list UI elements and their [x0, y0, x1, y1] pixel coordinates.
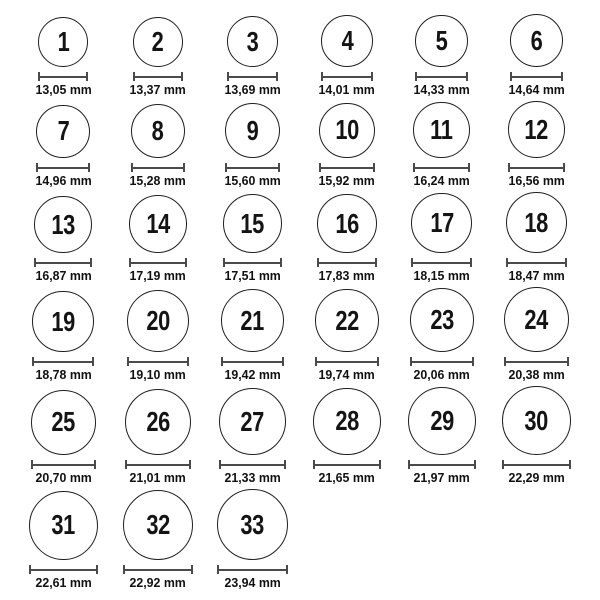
ring-size-number: 10	[335, 114, 359, 146]
ring-cell	[205, 194, 300, 283]
ring-circle	[506, 192, 567, 253]
diameter-dimension-line	[129, 258, 187, 267]
ring-cell	[394, 102, 489, 189]
ring-size-number: 27	[240, 405, 265, 437]
diameter-dimension-line	[34, 258, 92, 267]
ring-cell	[16, 105, 111, 189]
ring-size-number: 30	[524, 404, 549, 436]
ring-size-number: 32	[146, 508, 170, 540]
diameter-label: 15,92 mm	[318, 173, 376, 189]
ring-size-number: 1	[57, 26, 70, 58]
diameter-label: 14,33 mm	[413, 82, 470, 98]
diameter-label: 21,97 mm	[413, 470, 470, 486]
diameter-label: 14,96 mm	[35, 173, 92, 189]
ring-circle	[36, 105, 90, 159]
ring-size-number: 4	[341, 25, 353, 57]
ring-cell	[394, 15, 489, 98]
chart-row	[16, 192, 584, 283]
chart-row	[16, 386, 584, 485]
ring-circle	[219, 388, 286, 455]
ring-circle	[225, 103, 280, 158]
diameter-label: 22,29 mm	[508, 470, 565, 486]
diameter-label: 20,70 mm	[35, 470, 92, 486]
ring-cell	[111, 17, 206, 98]
chart-row	[16, 101, 584, 188]
ring-circle	[129, 195, 187, 253]
ring-cell	[300, 15, 395, 97]
ring-circle	[411, 193, 471, 253]
ring-circle	[127, 290, 189, 352]
diameter-dimension-line	[127, 357, 189, 366]
diameter-dimension-line	[317, 258, 377, 267]
diameter-dimension-line	[321, 72, 373, 81]
chart-row	[16, 489, 584, 590]
ring-size-number: 8	[152, 115, 164, 147]
diameter-dimension-line	[504, 357, 569, 366]
ring-cell	[300, 388, 395, 486]
diameter-dimension-line	[223, 258, 282, 267]
ring-size-number: 15	[240, 207, 265, 239]
ring-circle	[415, 15, 468, 68]
ring-circle	[315, 289, 379, 353]
ring-circle	[227, 16, 278, 67]
ring-cell	[111, 490, 206, 590]
diameter-dimension-line	[410, 357, 474, 366]
ring-size-number: 31	[51, 509, 76, 541]
diameter-label: 22,92 mm	[129, 575, 187, 591]
ring-size-number: 28	[335, 405, 359, 437]
diameter-label: 19,42 mm	[224, 367, 281, 383]
ring-circle	[504, 287, 569, 352]
ring-circle	[29, 491, 99, 561]
diameter-dimension-line	[29, 565, 99, 574]
diameter-label: 17,19 mm	[129, 268, 187, 284]
diameter-dimension-line	[413, 163, 470, 172]
ring-circle	[408, 387, 476, 455]
diameter-dimension-line	[36, 163, 90, 172]
ring-size-number: 25	[51, 406, 76, 438]
diameter-label: 19,10 mm	[129, 367, 187, 383]
ring-circle	[510, 14, 563, 67]
diameter-dimension-line	[219, 460, 286, 469]
diameter-label: 20,06 mm	[413, 367, 470, 383]
ring-size-number: 33	[240, 508, 265, 540]
ring-cell	[394, 288, 489, 382]
ring-cell	[205, 16, 300, 97]
diameter-label: 22,61 mm	[35, 575, 92, 591]
ring-cell	[489, 101, 584, 188]
ring-cell	[394, 387, 489, 485]
ring-size-number: 23	[429, 304, 454, 336]
ring-cell	[205, 489, 300, 590]
ring-cell	[300, 289, 395, 383]
ring-circle	[319, 103, 375, 159]
chart-row	[16, 287, 584, 382]
diameter-label: 19,74 mm	[318, 367, 376, 383]
diameter-label: 20,38 mm	[508, 367, 565, 383]
ring-circle	[221, 289, 284, 352]
ring-cell	[16, 390, 111, 486]
diameter-label: 16,24 mm	[413, 173, 470, 189]
diameter-label: 21,01 mm	[129, 470, 187, 486]
ring-size-number: 14	[146, 208, 170, 240]
diameter-dimension-line	[313, 460, 381, 469]
ring-size-number: 20	[146, 305, 170, 337]
ring-size-number: 11	[430, 114, 453, 146]
ring-cell	[111, 104, 206, 189]
ring-size-number: 17	[429, 207, 454, 239]
ring-circle	[410, 288, 474, 352]
diameter-label: 16,56 mm	[508, 173, 565, 189]
ring-size-number: 2	[152, 25, 164, 57]
diameter-dimension-line	[125, 460, 191, 469]
ring-size-number: 18	[524, 206, 549, 238]
ring-cell	[394, 193, 489, 283]
ring-size-number: 21	[240, 304, 265, 336]
ring-size-number: 13	[51, 208, 76, 240]
diameter-label: 18,47 mm	[508, 268, 565, 284]
diameter-dimension-line	[131, 163, 186, 172]
diameter-label: 17,51 mm	[224, 268, 281, 284]
ring-size-number: 22	[335, 304, 359, 336]
diameter-dimension-line	[217, 565, 288, 574]
diameter-dimension-line	[408, 460, 476, 469]
ring-cell	[16, 291, 111, 383]
ring-circle	[34, 196, 92, 254]
ring-cell	[300, 103, 395, 189]
diameter-label: 21,33 mm	[224, 470, 281, 486]
diameter-label: 17,83 mm	[318, 268, 376, 284]
ring-size-number: 16	[335, 207, 359, 239]
ring-cell	[489, 386, 584, 485]
diameter-label: 18,78 mm	[35, 367, 92, 383]
ring-circle	[317, 194, 377, 254]
ring-circle	[31, 390, 97, 456]
chart-row	[16, 14, 584, 97]
ring-circle	[508, 101, 565, 158]
diameter-dimension-line	[31, 460, 97, 469]
ring-size-number: 3	[246, 25, 259, 57]
ring-cell	[111, 389, 206, 485]
diameter-label: 13,37 mm	[129, 82, 187, 98]
ring-cell	[205, 103, 300, 188]
ring-circle	[413, 102, 470, 159]
ring-size-number: 29	[429, 405, 454, 437]
diameter-label: 13,69 mm	[224, 82, 281, 98]
ring-size-number: 5	[435, 24, 448, 56]
diameter-dimension-line	[415, 72, 468, 81]
diameter-dimension-line	[315, 357, 379, 366]
diameter-dimension-line	[32, 357, 94, 366]
diameter-dimension-line	[510, 72, 563, 81]
diameter-dimension-line	[502, 460, 571, 469]
ring-cell	[205, 388, 300, 485]
diameter-dimension-line	[319, 163, 375, 172]
ring-circle	[313, 388, 381, 456]
diameter-label: 15,60 mm	[224, 173, 281, 189]
ring-cell	[111, 290, 206, 382]
diameter-dimension-line	[508, 163, 565, 172]
diameter-label: 15,28 mm	[129, 173, 187, 189]
diameter-dimension-line	[411, 258, 471, 267]
ring-cell	[205, 289, 300, 382]
diameter-label: 16,87 mm	[35, 268, 92, 284]
diameter-dimension-line	[38, 72, 88, 81]
ring-circle	[32, 291, 94, 353]
ring-cell	[16, 196, 111, 284]
ring-size-number: 19	[51, 305, 76, 337]
diameter-dimension-line	[123, 565, 193, 574]
ring-circle	[321, 15, 373, 67]
diameter-dimension-line	[227, 72, 278, 81]
ring-size-number: 7	[57, 115, 70, 147]
ring-cell	[489, 287, 584, 382]
ring-circle	[217, 489, 288, 560]
diameter-dimension-line	[133, 72, 184, 81]
ring-size-number: 12	[524, 113, 549, 145]
ring-cell	[489, 14, 584, 97]
diameter-dimension-line	[221, 357, 284, 366]
ring-cell	[16, 491, 111, 591]
ring-cell	[300, 194, 395, 284]
ring-size-number: 26	[146, 406, 170, 438]
ring-circle	[133, 17, 184, 68]
diameter-dimension-line	[506, 258, 567, 267]
ring-cell	[489, 192, 584, 283]
ring-circle	[502, 386, 571, 455]
diameter-label: 14,01 mm	[318, 82, 376, 98]
diameter-dimension-line	[225, 163, 280, 172]
diameter-label: 13,05 mm	[35, 82, 92, 98]
ring-circle	[125, 389, 191, 455]
ring-size-number: 24	[524, 303, 549, 335]
ring-cell	[16, 17, 111, 97]
ring-cell	[111, 195, 206, 283]
ring-size-number: 6	[530, 24, 543, 56]
ring-circle	[123, 490, 193, 560]
diameter-label: 23,94 mm	[224, 575, 281, 591]
diameter-label: 21,65 mm	[318, 470, 376, 486]
ring-circle	[223, 194, 282, 253]
diameter-label: 14,64 mm	[508, 82, 565, 98]
ring-circle	[131, 104, 186, 159]
ring-circle	[38, 17, 88, 67]
diameter-label: 18,15 mm	[413, 268, 470, 284]
ring-size-number: 9	[246, 114, 259, 146]
